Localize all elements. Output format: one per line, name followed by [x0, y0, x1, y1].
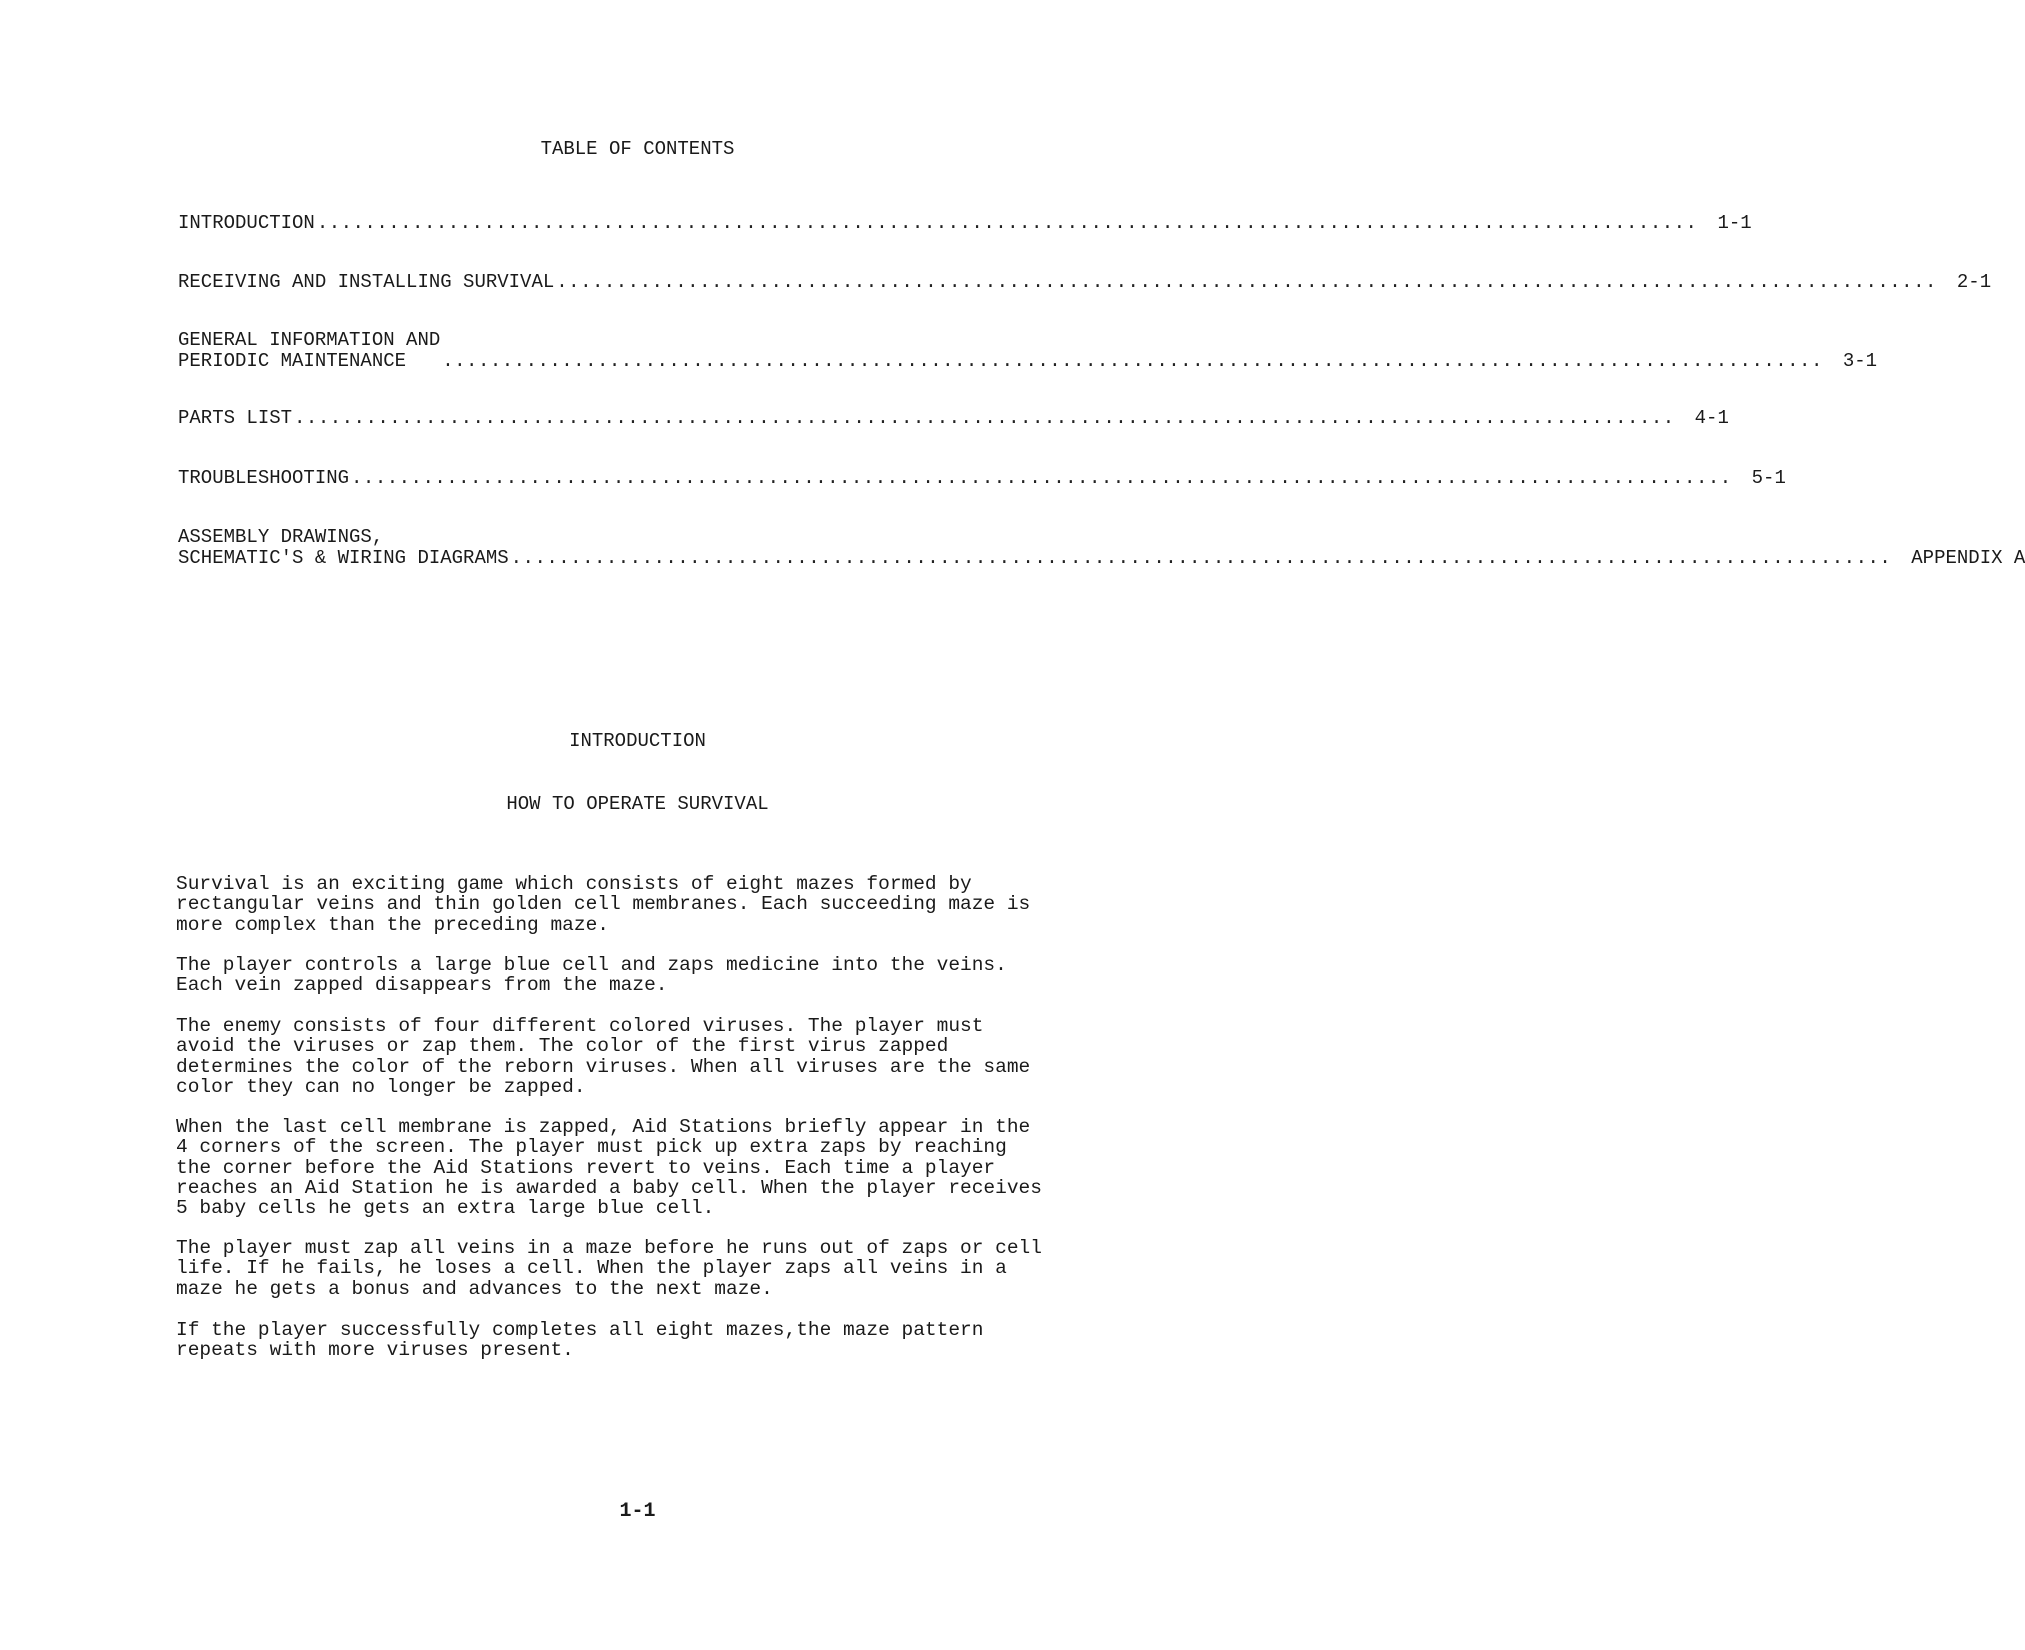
toc-entry-assembly-drawings: [178, 526, 2025, 569]
intro-paragraph: The enemy consists of four different colored viruses. The player must avoid the viruses or zap them. The color of the first virus zapped determines the color of the reborn viruses. When all viruses are the same color they can no longer be zapped.: [176, 1015, 1031, 1098]
toc-entry-page: APPENDIX A: [1911, 547, 2025, 569]
intro-heading: INTRODUCTION: [569, 730, 706, 752]
toc-entry-label: ASSEMBLY DRAWINGS, SCHEMATIC'S & WIRING DIAGRAMS: [178, 526, 509, 569]
intro-paragraph: The player controls a large blue cell and zaps medicine into the veins. Each vein zapped disappears from the maze.: [176, 954, 1007, 997]
toc-entry-page: 1-1: [1717, 212, 1752, 234]
toc-leader-dots: ....................................................................................................................: [510, 547, 1892, 569]
intro-paragraph: Survival is an exciting game which consists of eight mazes formed by rectangular veins and thin golden cell membranes. Each succeeding maze is more complex than the preceding maze.: [176, 873, 1031, 936]
toc-leader-dots: ....................................................................................................................: [351, 467, 1732, 489]
toc-entry-parts-list: [178, 407, 1729, 429]
page-number: 1-1: [619, 1500, 656, 1523]
intro-paragraph: If the player successfully completes all eight mazes,the maze pattern repeats with more viruses present.: [176, 1319, 984, 1362]
toc-entry-page: 3-1: [1842, 350, 1878, 372]
toc-entry-label: RECEIVING AND INSTALLING SURVIVAL: [178, 271, 555, 293]
toc-leader-dots: ....................................................................................................................: [442, 350, 1823, 372]
intro-subheading: HOW TO OPERATE SURVIVAL: [506, 793, 769, 815]
toc-leader-dots: ....................................................................................................................: [316, 212, 1698, 234]
toc-entry-label: TROUBLESHOOTING: [178, 467, 350, 489]
toc-entry-label: PARTS LIST: [178, 407, 293, 429]
toc-leader-dots: ....................................................................................................................: [294, 407, 1675, 429]
toc-entry-label: INTRODUCTION: [178, 212, 315, 234]
toc-entry-page: 4-1: [1694, 407, 1729, 429]
toc-leader-dots: ....................................................................................................................: [556, 271, 1937, 293]
toc-entry-introduction: [178, 212, 1752, 234]
intro-paragraph: When the last cell membrane is zapped, Aid Stations briefly appear in the 4 corners of the screen. The player must pick up extra zaps by reaching the corner before the Aid Stations revert to veins. Each time a player reaches an Aid Station he is awarded a baby cell. When the player receives 5 baby cells he gets an extra large blue cell.: [176, 1116, 1042, 1220]
toc-entry-receiving: [178, 271, 1992, 293]
toc-entry-troubleshooting: [178, 467, 1786, 489]
toc-entry-label: GENERAL INFORMATION AND PERIODIC MAINTENANCE: [178, 329, 441, 372]
toc-entry-page: 5-1: [1751, 467, 1786, 489]
toc-entry-general-info: [178, 329, 1878, 372]
intro-paragraph: The player must zap all veins in a maze before he runs out of zaps or cell life. If he fails, he loses a cell. When the player zaps all veins in a maze he gets a bonus and advances to the next maze.: [176, 1237, 1042, 1300]
toc-entry-page: 2-1: [1956, 271, 1992, 293]
toc-title: TABLE OF CONTENTS: [540, 138, 735, 160]
